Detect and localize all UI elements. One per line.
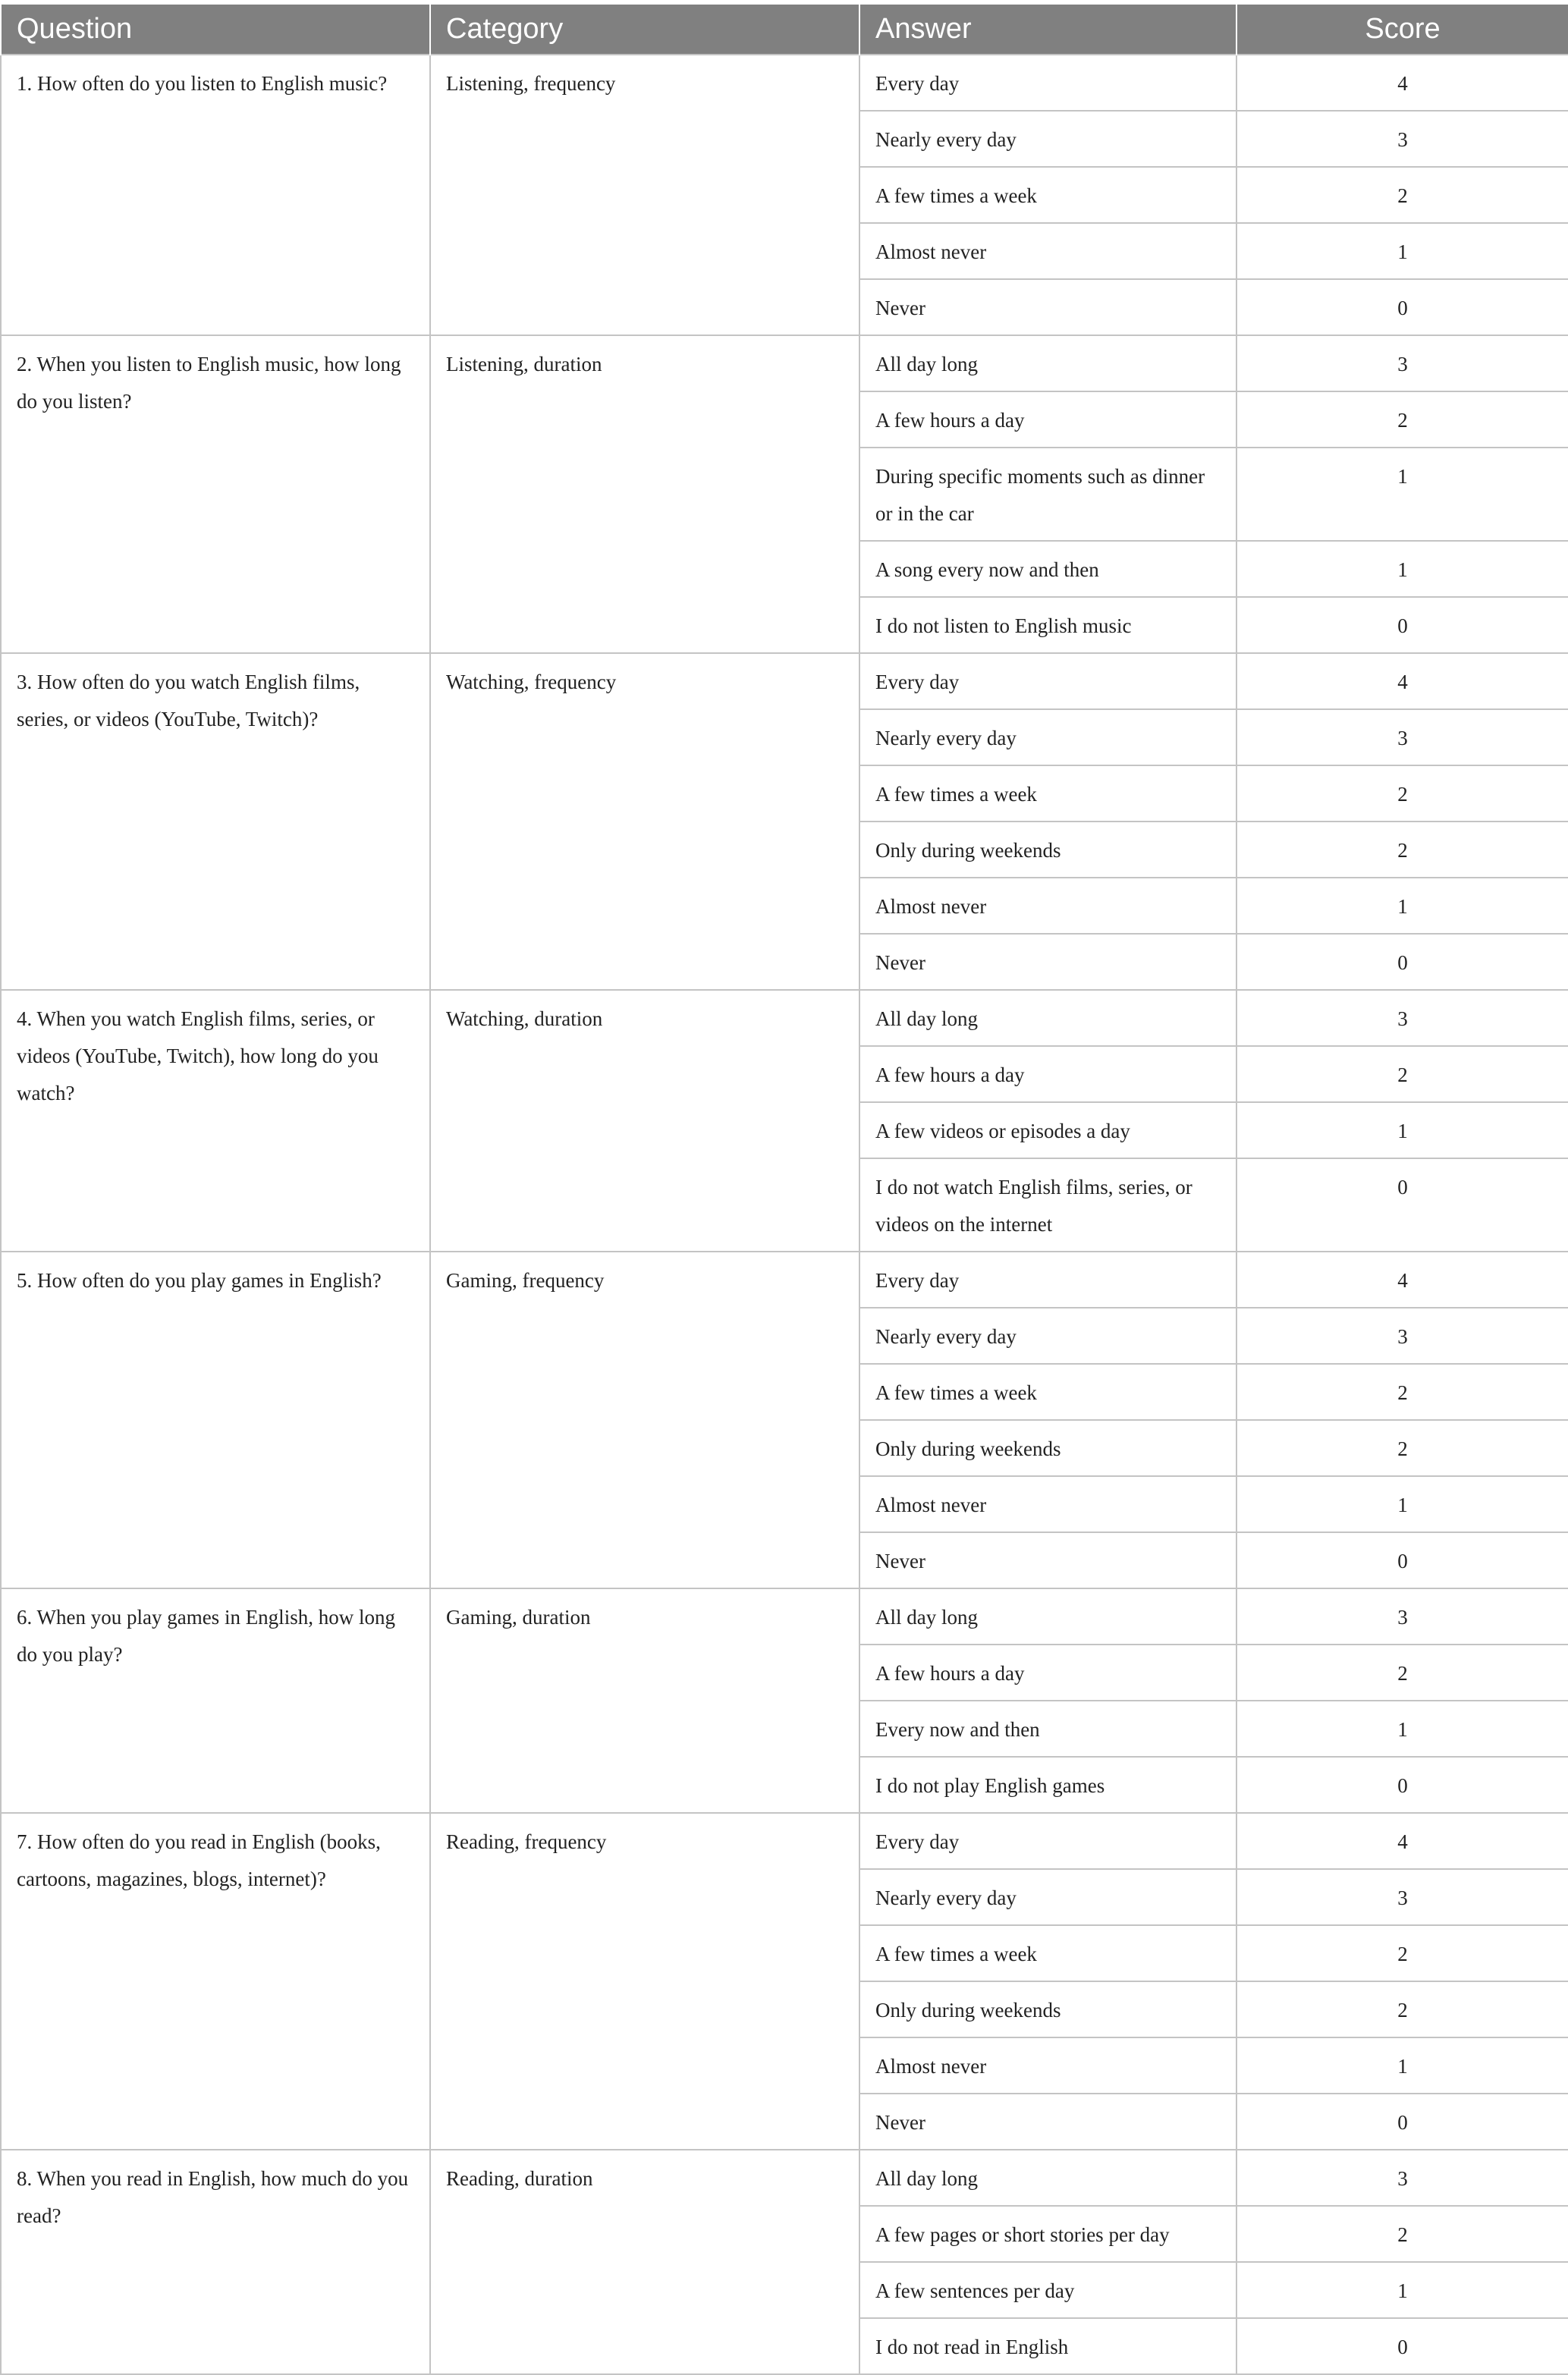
score-cell: 0: [1236, 2094, 1568, 2150]
table-row: [1, 1588, 1568, 1645]
answer-cell: All day long: [859, 1588, 1236, 1645]
category-cell: Watching, duration: [430, 990, 859, 1252]
category-cell: Watching, frequency: [430, 653, 859, 990]
score-cell: 4: [1236, 1252, 1568, 1308]
answer-cell: Almost never: [859, 878, 1236, 934]
score-cell: 2: [1236, 1364, 1568, 1420]
category-cell: Listening, duration: [430, 335, 859, 653]
answer-cell: Nearly every day: [859, 1308, 1236, 1364]
answer-cell: A few times a week: [859, 1925, 1236, 1981]
score-cell: 1: [1236, 2037, 1568, 2094]
score-cell: 3: [1236, 111, 1568, 167]
column-header-score: Score: [1236, 5, 1568, 55]
answer-cell: Nearly every day: [859, 709, 1236, 765]
answer-cell: A few pages or short stories per day: [859, 2206, 1236, 2262]
score-cell: 0: [1236, 934, 1568, 990]
score-cell: 2: [1236, 1981, 1568, 2037]
answer-cell: Nearly every day: [859, 1869, 1236, 1925]
score-cell: 4: [1236, 1813, 1568, 1869]
score-cell: 1: [1236, 1102, 1568, 1158]
score-cell: 1: [1236, 541, 1568, 597]
table-row: [1, 335, 1568, 391]
table-row: [1, 2150, 1568, 2206]
score-cell: 3: [1236, 990, 1568, 1046]
column-header-answer: Answer: [859, 5, 1236, 55]
answer-cell: Every now and then: [859, 1701, 1236, 1757]
answer-cell: A few times a week: [859, 765, 1236, 822]
answer-cell: Almost never: [859, 1476, 1236, 1532]
answer-cell: A song every now and then: [859, 541, 1236, 597]
score-cell: 3: [1236, 1588, 1568, 1645]
answer-cell: All day long: [859, 2150, 1236, 2206]
table-row: [1, 1252, 1568, 1308]
question-cell: 8. When you read in English, how much do you read?: [1, 2150, 430, 2374]
category-cell: Gaming, duration: [430, 1588, 859, 1813]
score-cell: 1: [1236, 2262, 1568, 2318]
answer-cell: Never: [859, 1532, 1236, 1588]
table-header: [1, 5, 1568, 55]
answer-cell: A few times a week: [859, 167, 1236, 223]
answer-cell: I do not play English games: [859, 1757, 1236, 1813]
table-body: [1, 55, 1568, 2374]
score-cell: 0: [1236, 1158, 1568, 1252]
score-cell: 3: [1236, 709, 1568, 765]
score-cell: 3: [1236, 1308, 1568, 1364]
answer-cell: During specific moments such as dinner or in the car: [859, 448, 1236, 541]
answer-cell: Every day: [859, 1252, 1236, 1308]
answer-cell: All day long: [859, 335, 1236, 391]
score-cell: 2: [1236, 391, 1568, 448]
score-cell: 2: [1236, 1925, 1568, 1981]
score-cell: 0: [1236, 1757, 1568, 1813]
answer-cell: A few hours a day: [859, 1645, 1236, 1701]
answer-cell: Never: [859, 279, 1236, 335]
question-cell: 4. When you watch English films, series, or videos (YouTube, Twitch), how long do you watch?: [1, 990, 430, 1252]
answer-cell: I do not read in English: [859, 2318, 1236, 2374]
answer-cell: Never: [859, 2094, 1236, 2150]
answer-cell: Every day: [859, 1813, 1236, 1869]
question-cell: 7. How often do you read in English (books, cartoons, magazines, blogs, internet)?: [1, 1813, 430, 2150]
score-cell: 0: [1236, 2318, 1568, 2374]
header-row: [1, 5, 1568, 55]
answer-cell: A few videos or episodes a day: [859, 1102, 1236, 1158]
questionnaire-table: [0, 5, 1568, 2375]
score-cell: 3: [1236, 2150, 1568, 2206]
answer-cell: A few hours a day: [859, 1046, 1236, 1102]
score-cell: 2: [1236, 822, 1568, 878]
category-cell: Reading, duration: [430, 2150, 859, 2374]
table-row: [1, 55, 1568, 111]
score-cell: 2: [1236, 2206, 1568, 2262]
question-cell: 5. How often do you play games in English?: [1, 1252, 430, 1588]
score-cell: 3: [1236, 1869, 1568, 1925]
category-cell: Listening, frequency: [430, 55, 859, 335]
answer-cell: A few hours a day: [859, 391, 1236, 448]
score-cell: 3: [1236, 335, 1568, 391]
score-cell: 0: [1236, 597, 1568, 653]
answer-cell: Every day: [859, 55, 1236, 111]
question-cell: 3. How often do you watch English films, series, or videos (YouTube, Twitch)?: [1, 653, 430, 990]
answer-cell: Almost never: [859, 223, 1236, 279]
score-cell: 0: [1236, 1532, 1568, 1588]
category-cell: Reading, frequency: [430, 1813, 859, 2150]
answer-cell: All day long: [859, 990, 1236, 1046]
score-cell: 2: [1236, 1645, 1568, 1701]
answer-cell: Only during weekends: [859, 1420, 1236, 1476]
score-cell: 1: [1236, 223, 1568, 279]
answer-cell: A few times a week: [859, 1364, 1236, 1420]
score-cell: 1: [1236, 1476, 1568, 1532]
score-cell: 1: [1236, 878, 1568, 934]
question-cell: 1. How often do you listen to English music?: [1, 55, 430, 335]
table-row: [1, 990, 1568, 1046]
column-header-question: Question: [1, 5, 430, 55]
question-cell: 2. When you listen to English music, how long do you listen?: [1, 335, 430, 653]
answer-cell: Almost never: [859, 2037, 1236, 2094]
column-header-category: Category: [430, 5, 859, 55]
score-cell: 2: [1236, 1420, 1568, 1476]
answer-cell: Only during weekends: [859, 822, 1236, 878]
answer-cell: Never: [859, 934, 1236, 990]
table-row: [1, 1813, 1568, 1869]
score-cell: 2: [1236, 1046, 1568, 1102]
score-cell: 4: [1236, 653, 1568, 709]
answer-cell: A few sentences per day: [859, 2262, 1236, 2318]
answer-cell: Every day: [859, 653, 1236, 709]
score-cell: 2: [1236, 765, 1568, 822]
score-cell: 1: [1236, 1701, 1568, 1757]
category-cell: Gaming, frequency: [430, 1252, 859, 1588]
answer-cell: Nearly every day: [859, 111, 1236, 167]
answer-cell: I do not watch English films, series, or videos on the internet: [859, 1158, 1236, 1252]
answer-cell: Only during weekends: [859, 1981, 1236, 2037]
table-row: [1, 653, 1568, 709]
question-cell: 6. When you play games in English, how long do you play?: [1, 1588, 430, 1813]
score-cell: 0: [1236, 279, 1568, 335]
score-cell: 1: [1236, 448, 1568, 541]
score-cell: 2: [1236, 167, 1568, 223]
answer-cell: I do not listen to English music: [859, 597, 1236, 653]
score-cell: 4: [1236, 55, 1568, 111]
